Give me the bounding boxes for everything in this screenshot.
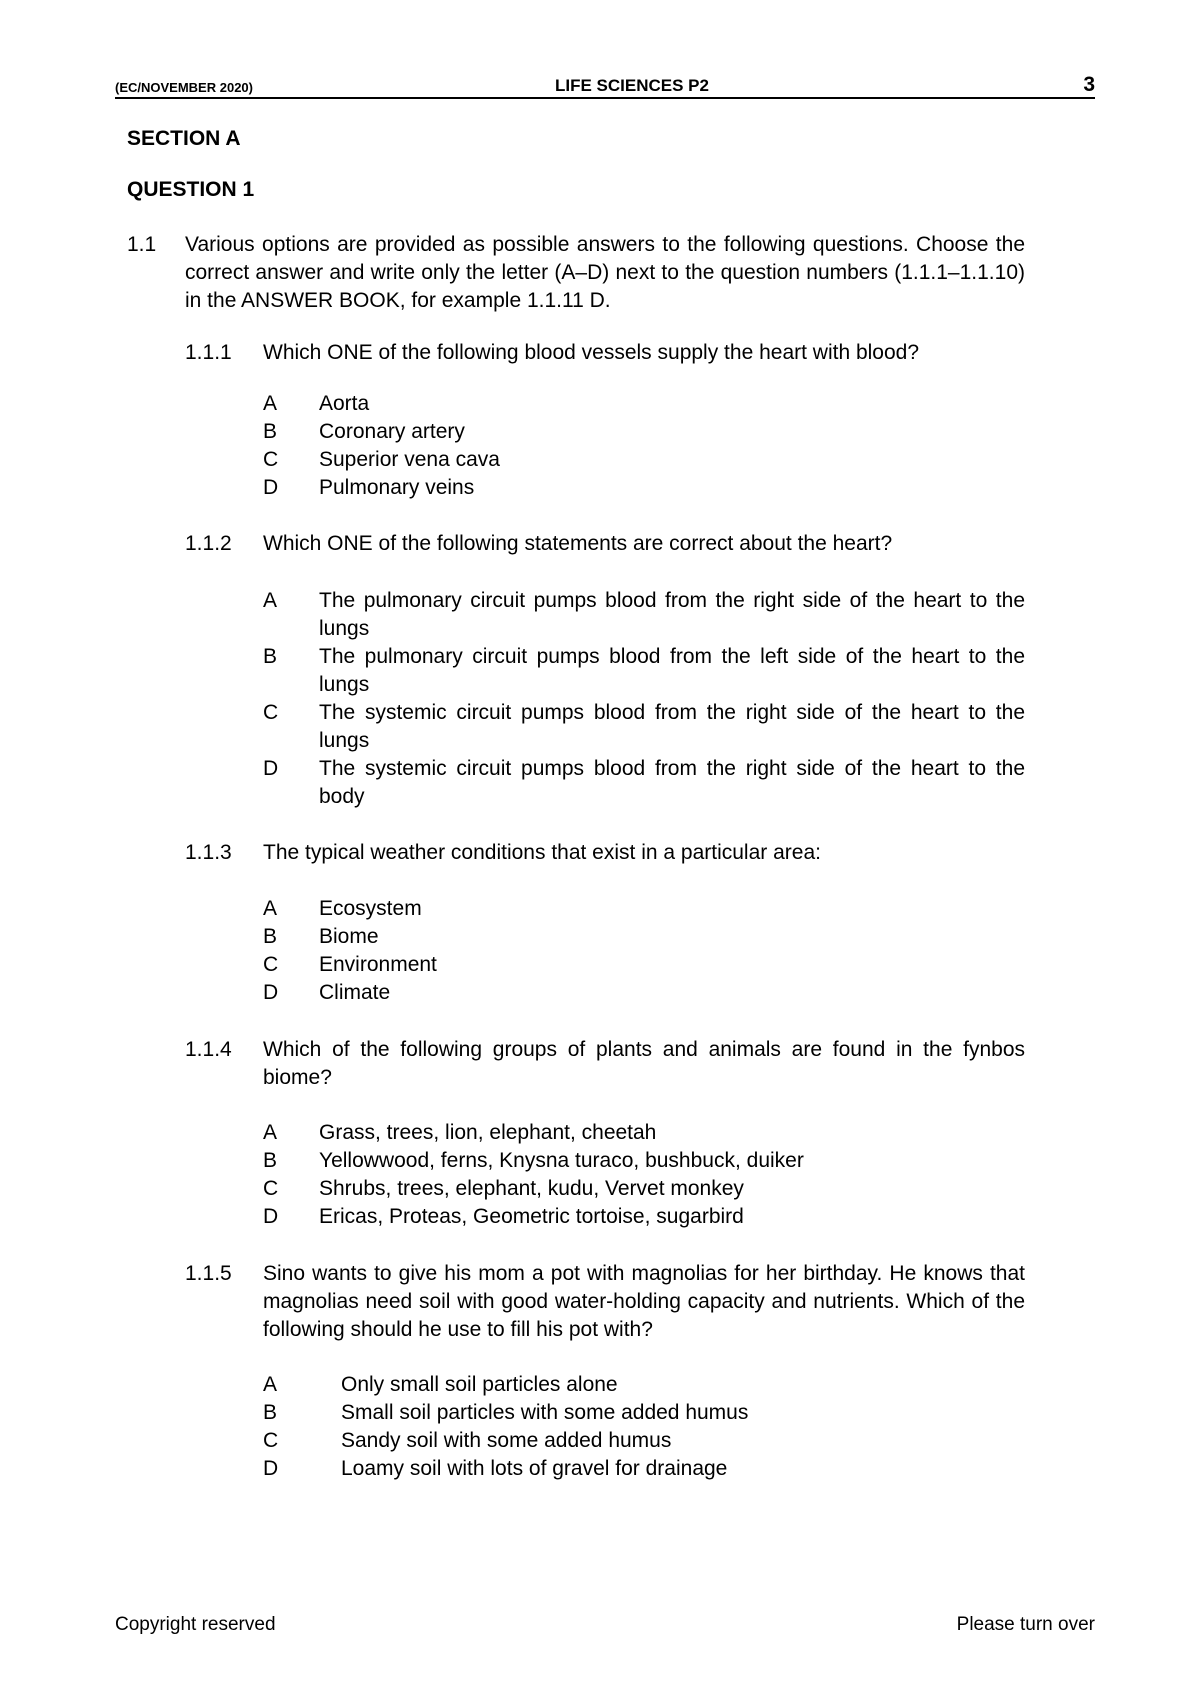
option-letter: C — [263, 701, 279, 724]
option-text: The systemic circuit pumps blood from the right side of the heart to the lungs — [319, 701, 1025, 752]
option — [263, 699, 1025, 755]
option — [263, 1175, 1025, 1203]
option-letter: A — [263, 589, 278, 612]
options-1-1-5 — [263, 1371, 1025, 1483]
option-text: The pulmonary circuit pumps blood from the left side of the heart to the lungs — [319, 645, 1025, 696]
header-exam-session: (EC/NOVEMBER 2020) — [115, 80, 253, 95]
options-1-1-3 — [263, 895, 1025, 1007]
option-letter: C — [263, 448, 279, 471]
option-letter: D — [263, 981, 279, 1004]
question-text: Which of the following groups of plants and animals are found in the fynbos biome? — [263, 1038, 1025, 1089]
options-1-1-1 — [263, 390, 1025, 502]
option-text: The systemic circuit pumps blood from the right side of the heart to the body — [319, 757, 1025, 808]
option-letter: A — [263, 1121, 278, 1144]
option — [263, 1371, 1025, 1399]
option-letter: C — [263, 1429, 279, 1452]
option — [263, 643, 1025, 699]
option-letter: D — [263, 476, 279, 499]
option-text: The pulmonary circuit pumps blood from the right side of the heart to the lungs — [319, 589, 1025, 640]
option-letter: B — [263, 925, 278, 948]
option-text: Grass, trees, lion, elephant, cheetah — [319, 1121, 657, 1144]
option — [263, 979, 1025, 1007]
option — [263, 1455, 1025, 1483]
option — [263, 923, 1025, 951]
section-title: SECTION A — [127, 127, 241, 150]
option-text: Sandy soil with some added humus — [341, 1429, 672, 1452]
option-text: Loamy soil with lots of gravel for drainage — [341, 1457, 728, 1480]
option — [263, 446, 1025, 474]
option-letter: C — [263, 1177, 279, 1200]
option-text: Shrubs, trees, elephant, kudu, Vervet monkey — [319, 1177, 744, 1200]
footer-turn-over: Please turn over — [956, 1614, 1095, 1635]
question-title: QUESTION 1 — [127, 178, 255, 201]
option-text: Superior vena cava — [319, 448, 500, 471]
option-letter: D — [263, 757, 279, 780]
option — [263, 418, 1025, 446]
option-letter: C — [263, 953, 279, 976]
option-text: Small soil particles with some added humus — [341, 1401, 749, 1424]
question-text: The typical weather conditions that exist in a particular area: — [263, 841, 821, 864]
header-subject: LIFE SCIENCES P2 — [555, 76, 709, 95]
option — [263, 1119, 1025, 1147]
option — [263, 1147, 1025, 1175]
option-text: Ecosystem — [319, 897, 422, 920]
page-header — [115, 75, 1095, 99]
option — [263, 951, 1025, 979]
option-letter: A — [263, 897, 278, 920]
option — [263, 895, 1025, 923]
question-text: Sino wants to give his mom a pot with magnolias for her birthday. He knows that magnolias need soil with good water-holding capacity and nutrients. Which of the following should he use to fill his pot with? — [263, 1262, 1025, 1341]
option-letter: D — [263, 1205, 279, 1228]
option-text: Ericas, Proteas, Geometric tortoise, sugarbird — [319, 1205, 744, 1228]
question-number: 1.1.4 — [185, 1038, 232, 1061]
option-letter: B — [263, 1401, 278, 1424]
question-text: Which ONE of the following blood vessels supply the heart with blood? — [263, 341, 920, 364]
option — [263, 755, 1025, 811]
option-text: Pulmonary veins — [319, 476, 475, 499]
question-number: 1.1.2 — [185, 532, 232, 555]
option-text: Biome — [319, 925, 379, 948]
options-1-1-4 — [263, 1119, 1025, 1231]
option — [263, 390, 1025, 418]
option-letter: A — [263, 1373, 278, 1396]
option-text: Aorta — [319, 392, 370, 415]
option-text: Coronary artery — [319, 420, 465, 443]
option-text: Only small soil particles alone — [341, 1373, 618, 1396]
option-letter: B — [263, 1149, 278, 1172]
page-number: 3 — [1083, 73, 1095, 96]
option — [263, 1427, 1025, 1455]
question-number: 1.1.1 — [185, 341, 232, 364]
option-text: Environment — [319, 953, 437, 976]
question-number: 1.1.5 — [185, 1262, 232, 1285]
option-letter: B — [263, 645, 278, 668]
option-letter: A — [263, 392, 278, 415]
options-1-1-2 — [263, 587, 1025, 811]
option-letter: B — [263, 420, 278, 443]
footer-copyright: Copyright reserved — [115, 1614, 276, 1635]
option-text: Yellowwood, ferns, Knysna turaco, bushbuck, duiker — [319, 1149, 804, 1172]
question-text: Which ONE of the following statements are correct about the heart? — [263, 532, 893, 555]
option — [263, 1203, 1025, 1231]
option — [263, 1399, 1025, 1427]
option — [263, 587, 1025, 643]
instructions-text: Various options are provided as possible answers to the following questions. Choose the correct answer and write only the letter (A–D) next to the question numbers (1.1.1–1.1.10) in the ANSWER BOOK, for example 1.1.11 D. — [185, 233, 1025, 312]
instructions-number: 1.1 — [127, 233, 157, 256]
option — [263, 474, 1025, 502]
option-text: Climate — [319, 981, 391, 1004]
question-number: 1.1.3 — [185, 841, 232, 864]
option-letter: D — [263, 1457, 279, 1480]
